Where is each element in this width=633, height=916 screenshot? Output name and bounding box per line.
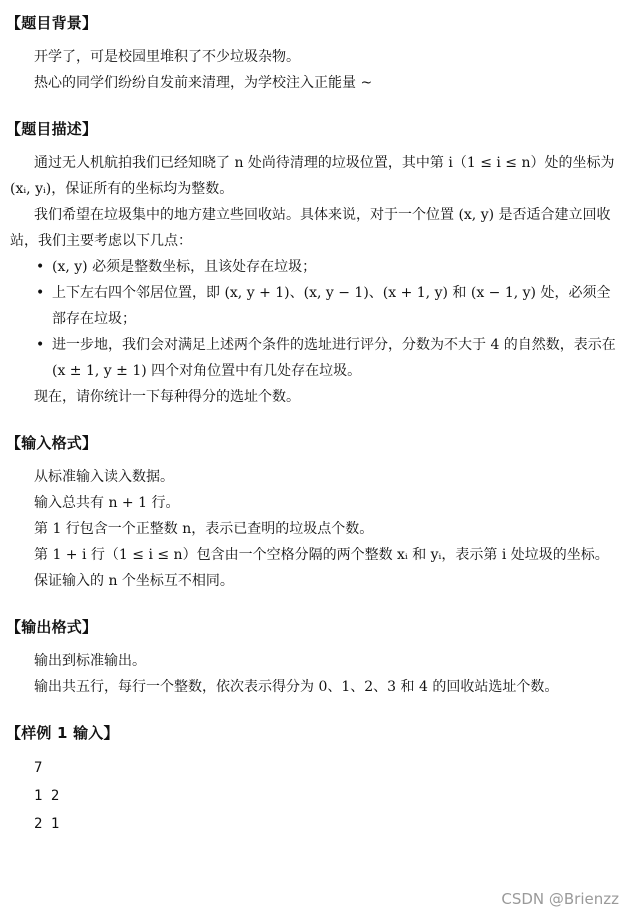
background-heading: 【题目背景】 <box>6 14 98 32</box>
csdn-watermark: CSDN @Brienzz <box>501 890 619 908</box>
condition-list <box>0 254 623 384</box>
input-format-line-5: 保证输入的 n 个坐标互不相同。 <box>34 573 234 589</box>
input-format-line-1: 从标准输入读入数据。 <box>34 469 174 485</box>
sample-input-line: 7 <box>34 760 43 776</box>
sample-1-input-heading: 【样例 1 输入】 <box>6 724 119 742</box>
description-heading: 【题目描述】 <box>6 120 98 138</box>
condition-item <box>0 280 623 332</box>
description-paragraph-2: 我们希望在垃圾集中的地方建立些回收站。具体来说，对于一个位置 (x, y) 是否适合建立回收站，我们主要考虑以下几点： <box>10 207 611 249</box>
section-background <box>0 12 623 96</box>
description-paragraph-1: 通过无人机航拍我们已经知晓了 n 处尚待清理的垃圾位置，其中第 i（1 ≤ i ≤ n）处的坐标为 (xᵢ, yᵢ)，保证所有的坐标均为整数。 <box>10 155 615 197</box>
description-paragraph-3: 现在，请你统计一下每种得分的选址个数。 <box>34 389 300 405</box>
section-output-format <box>0 616 623 700</box>
condition-text: 上下左右四个邻居位置，即 (x, y + 1)、(x, y − 1)、(x + 1, y) 和 (x − 1, y) 处，必须全部存在垃圾； <box>52 285 611 327</box>
condition-item <box>0 254 623 280</box>
input-format-heading: 【输入格式】 <box>6 434 98 452</box>
output-format-line-1: 输出到标准输出。 <box>34 653 146 669</box>
background-line-1: 开学了，可是校园里堆积了不少垃圾杂物。 <box>34 49 300 65</box>
bullet-icon: • <box>36 337 45 353</box>
output-format-heading: 【输出格式】 <box>6 618 98 636</box>
section-sample-1-input <box>0 722 623 838</box>
background-line-2: 热心的同学们纷纷自发前来清理，为学校注入正能量 ~ <box>34 75 373 91</box>
input-format-line-2: 输入总共有 n + 1 行。 <box>34 495 180 511</box>
sample-input-line: 2 1 <box>34 816 60 832</box>
condition-text: 进一步地，我们会对满足上述两个条件的选址进行评分，分数为不大于 4 的自然数，表示在 (x ± 1, y ± 1) 四个对角位置中有几处存在垃圾。 <box>52 337 616 379</box>
bullet-icon: • <box>36 285 45 301</box>
section-input-format <box>0 432 623 594</box>
output-format-line-2: 输出共五行，每行一个整数，依次表示得分为 0、1、2、3 和 4 的回收站选址个数。 <box>34 679 559 695</box>
input-format-line-4: 第 1 + i 行（1 ≤ i ≤ n）包含由一个空格分隔的两个整数 xᵢ 和 yᵢ，表示第 i 处垃圾的坐标。 <box>34 547 609 563</box>
condition-text: (x, y) 必须是整数坐标，且该处存在垃圾； <box>52 259 317 275</box>
section-description <box>0 118 623 410</box>
condition-item <box>0 332 623 384</box>
input-format-line-3: 第 1 行包含一个正整数 n，表示已查明的垃圾点个数。 <box>34 521 374 537</box>
bullet-icon: • <box>36 259 45 275</box>
sample-input-line: 1 2 <box>34 788 60 804</box>
